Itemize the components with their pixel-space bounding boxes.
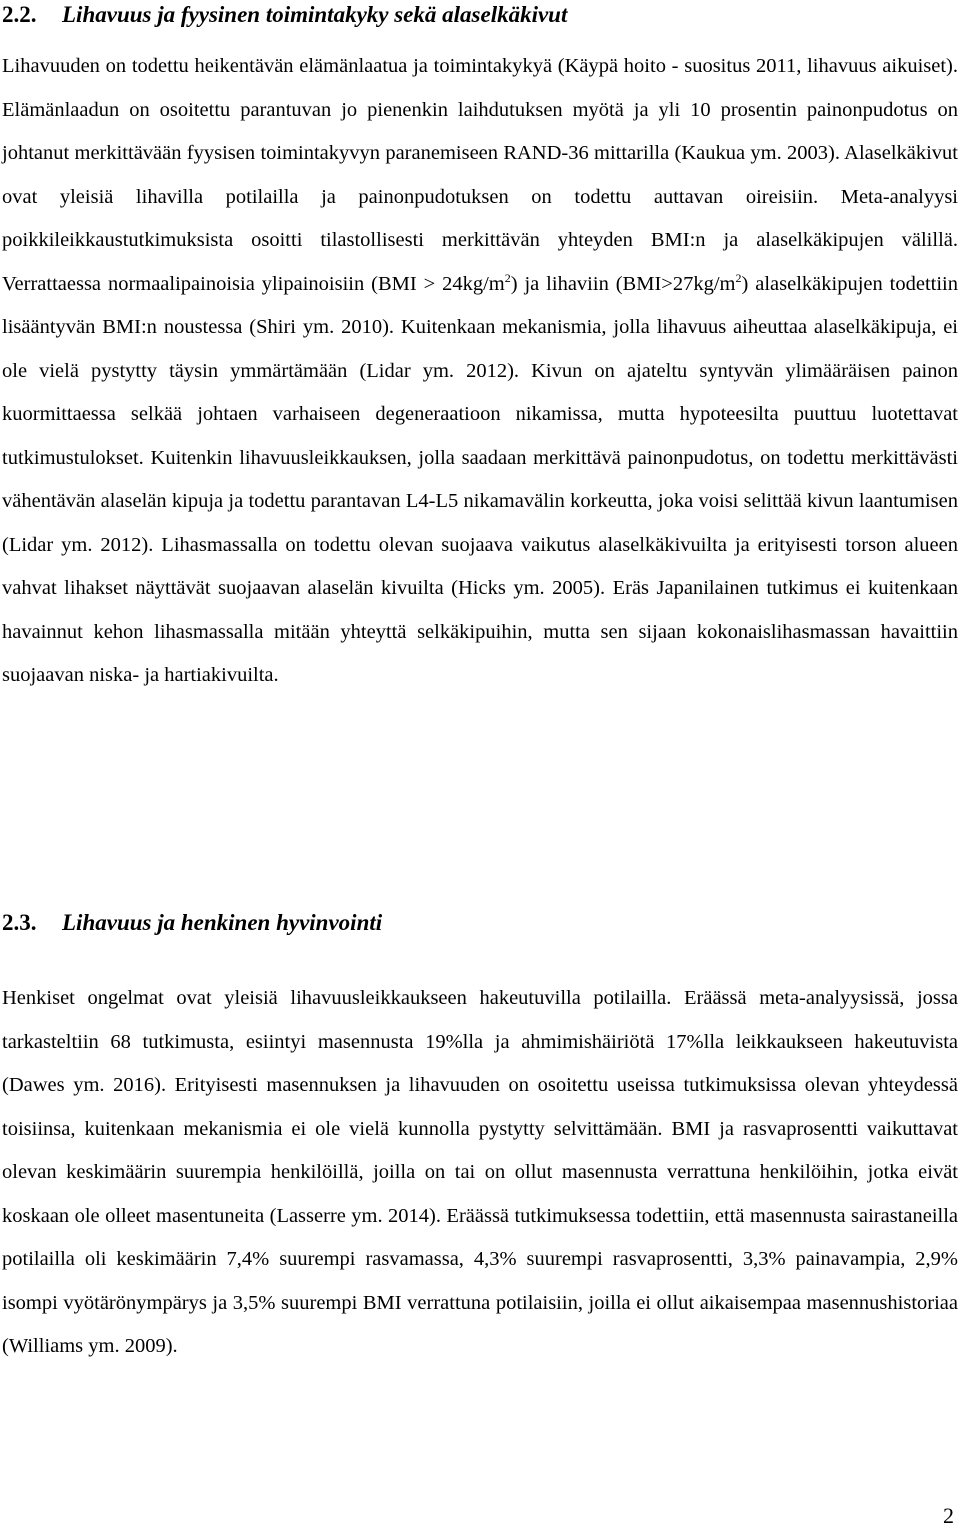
- superscript: 2: [735, 270, 742, 285]
- section-title: Lihavuus ja fyysinen toimintakyky sekä alaselkäkivut: [62, 2, 568, 27]
- paragraph-text: ) ja lihaviin (BMI>27kg/m: [510, 272, 736, 295]
- superscript: 2: [504, 270, 511, 285]
- section-heading-2-3: [2, 911, 382, 934]
- section-heading-2-2: [2, 3, 567, 26]
- section-paragraph-2-3: Henkiset ongelmat ovat yleisiä lihavuusleikkaukseen hakeutuvilla potilailla. Eräässä meta-analyysissä, jossa tarkasteltiin 68 tutkimusta, esiintyi masennusta 19%lla ja ahmimishäiriötä 17%lla leikkaukseen hakeutuvista (Dawes ym. 2016). Erityisesti masennuksen ja lihavuuden on osoitettu useissa tutkimuksissa olevan yhteydessä toisiinsa, kuitenkaan mekanismia ei ole vielä kunnolla pystytty selvittämään. BMI ja rasvaprosentti vaikuttavat olevan keskimäärin suurempia henkilöillä, joilla on tai on ollut masennusta verrattuna henkilöihin, jotka eivät koskaan ole olleet masentuneita (Lasserre ym. 2014). Eräässä tutkimuksessa todettiin, että masennusta sairastaneilla potilailla oli keskimäärin 7,4% suurempi rasvamassa, 4,3% suurempi rasvaprosentti, 3,3% painavampia, 2,9% isompi vyötärönympärys ja 3,5% suurempi BMI verrattuna potilaisiin, joilla ei ollut aikaisempaa masennushistoriaa (Williams ym. 2009).: [2, 987, 958, 1357]
- paragraph-text: Lihavuuden on todettu heikentävän elämänlaatua ja toimintakykyä (Käypä hoito - suositus 2011, lihavuus aikuiset). Elämänlaadun on osoitettu parantuvan jo pienenkin laihdutuksen myötä ja yli 10 prosentin painonpudotus on johtanut merkittävään fyysisen toimintakyvyn paranemiseen RAND-36 mittarilla (Kaukua ym. 2003). Alaselkäkivut ovat yleisiä lihavilla potilailla ja painonpudotuksen on todettu auttavan oireisiin. Meta-analyysi poikkileikkaustutkimuksista osoitti tilastollisesti merkittävän yhteyden BMI:n ja alaselkäkipujen välillä. Verrattaessa normaalipainoisia ylipainoisiin (BMI > 24kg/m: [2, 55, 958, 295]
- paragraph-text: ) alaselkäkipujen todettiin lisääntyvän BMI:n noustessa (Shiri ym. 2010). Kuitenkaan mekanismia, jolla lihavuus aiheuttaa alaselkäkipuja, ei ole vielä pystytty täysin ymmärtämään (Lidar ym. 2012). Kivun on ajateltu syntyvän ylimääräisen painon kuormittaessa selkää johtaen varhaiseen degeneraatioon nikamissa, mutta hypoteesilta puuttuu luotettavat tutkimustulokset. Kuitenkin lihavuusleikkauksen, jolla saadaan merkittävä painonpudotus, on todettu merkittävästi vähentävän alaselän kipuja ja todettu parantavan L4-L5 nikamavälin korkeutta, joka voisi selittää kivun laantumisen (Lidar ym. 2012). Lihasmassalla on todettu olevan suojaava vaikutus alaselkäkivuilta ja erityisesti torson alueen vahvat lihakset näyttävät suojaavan alaselän kivuilta (Hicks ym. 2005). Eräs Japanilainen tutkimus ei kuitenkaan havainnut kehon lihasmassalla mitään yhteyttä selkäkipuihin, mutta sen sijaan kokonaislihasmassan havaittiin suojaavan niska- ja hartiakivuilta.: [2, 272, 958, 686]
- section-number: 2.2.: [2, 2, 37, 27]
- section-paragraph-2-2: [2, 45, 958, 698]
- section-title: Lihavuus ja henkinen hyvinvointi: [62, 910, 383, 935]
- section-number: 2.3.: [2, 910, 37, 935]
- page-number: 2: [943, 1503, 954, 1528]
